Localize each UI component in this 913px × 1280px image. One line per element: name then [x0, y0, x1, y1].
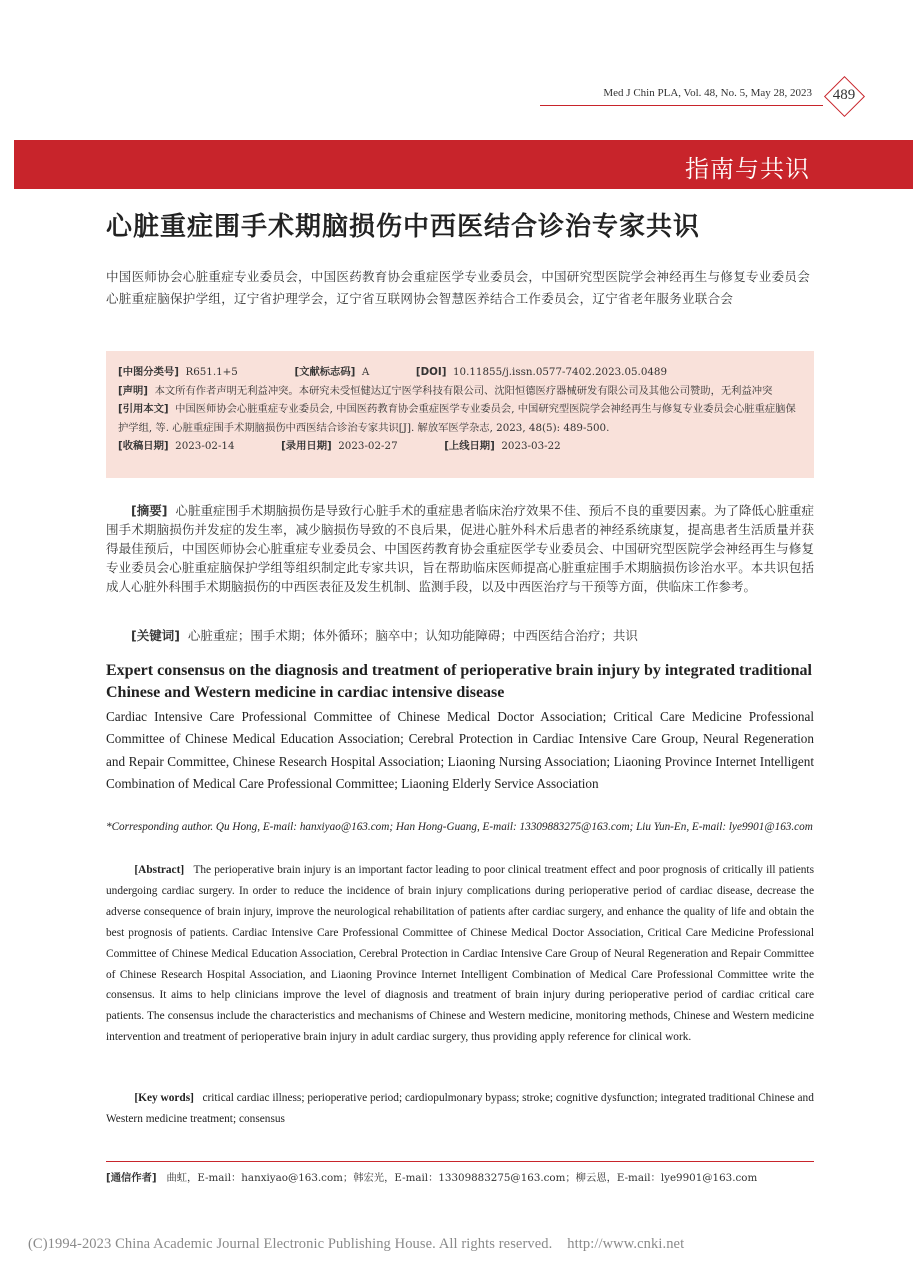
clc-value: R651.1+5 [185, 366, 238, 378]
page-number-badge [824, 76, 864, 116]
corresponding-cn-label: [通信作者] [106, 1172, 157, 1184]
abstract-english [106, 860, 814, 1048]
received-label: [收稿日期] [118, 440, 169, 452]
doc-code-value: A [361, 366, 370, 378]
statement-label: [声明] [118, 384, 149, 397]
corresponding-chinese [106, 1169, 814, 1184]
cite-text: 中国医师协会心脏重症专业委员会, 中国医药教育协会重症医学专业委员会, 中国研究型医院学会神经再生与修复专业委员会心脏重症脑保护学组, 等. 心脏重症围手术期脑损伤中西医结合诊治专家共识[J]. 解放军医学杂志, 2023, 48(5): 489-500. [118, 403, 796, 434]
journal-citation-header: Med J Chin PLA, Vol. 48, No. 5, May 28, 2023 [603, 87, 812, 99]
online-label: [上线日期] [444, 440, 495, 452]
footnote-rule [106, 1161, 814, 1162]
abstract-en-text: The perioperative brain injury is an important factor leading to poor clinical treatment effect and poor prognosis of critically ill patients undergoing cardiac surgery. In order to reduce the incidence of brain injury complications during perioperative period of cardiac disease, decrease the adverse consequence of brain injury, improve the neurological rehabilitation of patients after cardiac surgery, and enhance the quality of life and obtain the best prognosis of patients. Cardiac Intensive Care Professional Committee of Chinese Medical Doctor Association, Critical Care Medicine Professional Committee of Chinese Medical Education Association, Cerebral Protection in Cardiac Intensive Care Group of Neural Regeneration and Repair Committee of Chinese Research Hospital Association, and Liaoning Province Internet Intelligent Combination of Medical Care Professional Committee write the consensus. It aims to help clinicians improve the level of diagnosis and treatment of brain injury during perioperative period of cardiac critical care patients. The consensus include the characteristics and mechanisms of Chinese and Western medicine, monitoring methods, Chinese and Western medicine intervention and treatment of perioperative brain injury in adult cardiac surgery, thus providing apply reference for clinical work. [106, 864, 814, 1044]
meta-row-ids [118, 363, 802, 382]
keywords-cn-label: [关键词] [131, 628, 180, 643]
online-date: 2023-03-22 [501, 440, 561, 452]
received-date: 2023-02-14 [175, 440, 235, 452]
accepted-date: 2023-02-27 [338, 440, 398, 452]
doi-label: [DOI] [415, 366, 447, 378]
keywords-chinese [106, 626, 814, 646]
meta-row-dates [118, 437, 802, 456]
corresponding-english: *Corresponding author. Qu Hong, E-mail: hanxiyao@163.com; Han Hong-Guang, E-mail: 13309883275@163.com; Liu Yun-En, E-mail: lye9901@163.com [106, 821, 813, 833]
keywords-english [106, 1088, 814, 1130]
keywords-en-label: [Key words] [134, 1092, 194, 1104]
article-meta-box [106, 351, 814, 478]
abstract-cn-text: 心脏重症围手术期脑损伤是导致行心脏手术的重症患者临床治疗效果不佳、预后不良的重要因素。为了降低心脏重症围手术期脑损伤并发症的发生率，减少脑损伤导致的不良后果，促进心脏外科术后患者的神经系统康复，提高患者生活质量并获得最佳预后，中国医师协会心脏重症专业委员会、中国医药教育协会重症医学专业委员会、中国研究型医院学会神经再生与修复专业委员会心脏重症脑保护学组等组织制定此专家共识，旨在帮助临床医师提高心脏重症围手术期脑损伤诊治水平。本共识包括成人心脏外科围手术期脑损伤的中西医表征及发生机制、监测手段，以及中西医治疗与干预等方面，供临床工作参考。 [106, 503, 814, 594]
cite-label: [引用本文] [118, 403, 169, 415]
abstract-chinese [106, 501, 814, 596]
keywords-en-text: critical cardiac illness; perioperative period; cardiopulmonary bypass; stroke; cognitive dysfunction; integrated traditional Chinese and Western medicine treatment; consensus [106, 1092, 814, 1125]
section-label: 指南与共识 [685, 155, 810, 183]
title-chinese: 心脏重症围手术期脑损伤中西医结合诊治专家共识 [106, 212, 701, 242]
statement-text: 本文所有作者声明无利益冲突。本研究未受恒健达辽宁医学科技有限公司、沈阳恒德医疗器械研发有限公司及其他公司赞助，无利益冲突 [154, 384, 773, 397]
abstract-en-label: [Abstract] [134, 864, 185, 876]
clc-label: [中图分类号] [118, 366, 179, 378]
section-banner [14, 140, 913, 189]
authors-english: Cardiac Intensive Care Professional Committee of Chinese Medical Doctor Association; Critical Care Medicine Professional Committee of Chinese Medical Education Association; Cerebral Protection in Cardiac Intensive Care Group, Neural Regeneration and Repair Committee, Chinese Research Hospital Association; Liaoning Nursing Association; Liaoning Province Internet Intelligent Combination of Medical Care Professional Committee; Liaoning Elderly Service Association [106, 709, 814, 792]
page-number: 489 [832, 87, 856, 103]
meta-row-statement [118, 382, 802, 401]
copyright-footer: (C)1994-2023 China Academic Journal Electronic Publishing House. All rights reserved. http://www.cnki.net [28, 1236, 685, 1252]
header-rule [540, 105, 823, 106]
doc-code-label: [文献标志码] [294, 366, 356, 378]
keywords-cn-text: 心脏重症；围手术期；体外循环；脑卒中；认知功能障碍；中西医结合治疗；共识 [187, 628, 638, 643]
abstract-cn-label: [摘要] [131, 503, 168, 518]
corresponding-cn-text: 曲虹，E-mail：hanxiyao@163.com；韩宏光，E-mail：13309883275@163.com；柳云恩，E-mail：lye9901@163.com [166, 1172, 758, 1184]
meta-row-citation [118, 400, 802, 437]
title-english: Expert consensus on the diagnosis and treatment of perioperative brain injury by integrated traditional Chinese and Western medicine in cardiac intensive disease [106, 662, 812, 701]
doi-value[interactable]: 10.11855/j.issn.0577-7402.2023.05.0489 [452, 366, 668, 378]
accepted-label: [录用日期] [281, 440, 332, 452]
authors-chinese: 中国医师协会心脏重症专业委员会，中国医药教育协会重症医学专业委员会，中国研究型医院学会神经再生与修复专业委员会心脏重症脑保护学组，辽宁省护理学会，辽宁省互联网协会智慧医养结合工作委员会，辽宁省老年服务业联合会 [106, 269, 811, 306]
